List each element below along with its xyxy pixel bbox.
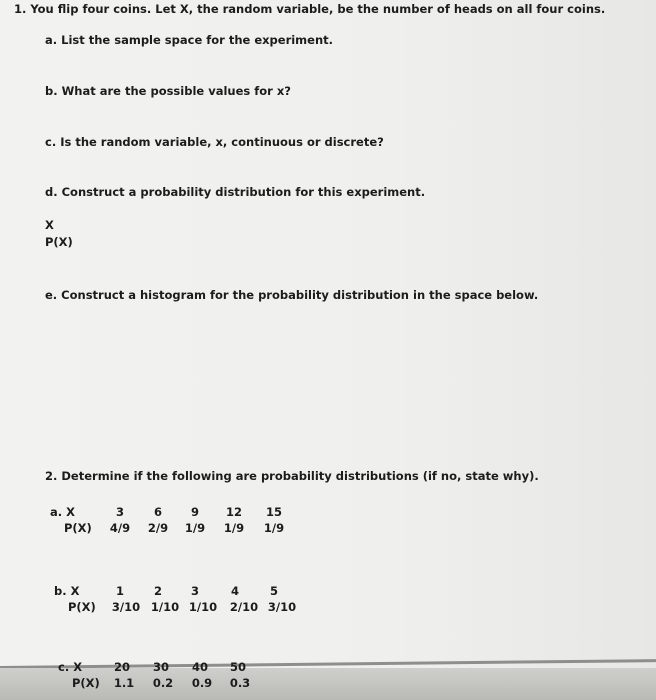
table-a-p-cell: 1/9 xyxy=(184,521,206,535)
question-1b: b. What are the possible values for x? xyxy=(45,84,291,98)
distribution-px-label: P(X) xyxy=(45,235,73,249)
table-c-x-cell: 40 xyxy=(191,660,208,674)
table-b-p-cell: 3/10 xyxy=(111,600,141,614)
table-a-x-cell: 9 xyxy=(190,505,199,519)
table-b-p-cell: 1/10 xyxy=(188,600,218,614)
table-c-p-cell: 1.1 xyxy=(113,676,135,690)
table-b-x-cell: 3 xyxy=(190,584,199,598)
question-1a: a. List the sample space for the experiment. xyxy=(45,33,334,47)
question-1-stem: 1. You flip four coins. Let X, the random variable, be the number of heads on all four coins. xyxy=(14,2,606,16)
table-b-p-cell: 3/10 xyxy=(267,600,297,614)
distribution-x-label: X xyxy=(45,218,54,232)
question-1e: e. Construct a histogram for the probability distribution in the space below. xyxy=(45,288,539,302)
question-1c: c. Is the random variable, x, continuous or discrete? xyxy=(45,135,384,149)
table-a-p-cell: 4/9 xyxy=(109,521,131,535)
table-c-p-cell: 0.2 xyxy=(152,676,174,690)
table-a-x-label: a. X xyxy=(50,505,75,519)
table-b-p-label: P(X) xyxy=(68,600,96,614)
question-1d: d. Construct a probability distribution for this experiment. xyxy=(45,185,426,199)
table-b-x-cell: 5 xyxy=(269,584,278,598)
table-c-x-label: c. X xyxy=(58,660,83,674)
table-b-p-cell: 2/10 xyxy=(229,600,259,614)
table-c-x-cell: 20 xyxy=(113,660,130,674)
table-a-x-cell: 15 xyxy=(265,505,282,519)
table-b-x-cell: 2 xyxy=(153,584,162,598)
table-c-p-cell: 0.9 xyxy=(191,676,213,690)
question-2-stem: 2. Determine if the following are probability distributions (if no, state why). xyxy=(45,469,539,483)
table-a-p-cell: 1/9 xyxy=(263,521,285,535)
table-b-x-cell: 4 xyxy=(230,584,239,598)
table-c-p-label: P(X) xyxy=(72,676,100,690)
table-c-x-cell: 50 xyxy=(229,660,246,674)
table-c-p-cell: 0.3 xyxy=(229,676,251,690)
table-a-p-label: P(X) xyxy=(64,521,92,535)
table-b-x-cell: 1 xyxy=(115,584,124,598)
table-a-x-cell: 3 xyxy=(115,505,124,519)
table-a-x-cell: 6 xyxy=(153,505,162,519)
table-a-p-cell: 2/9 xyxy=(147,521,169,535)
table-c-x-cell: 30 xyxy=(152,660,169,674)
table-a-x-cell: 12 xyxy=(225,505,242,519)
table-b-x-label: b. X xyxy=(54,584,80,598)
table-b-p-cell: 1/10 xyxy=(150,600,180,614)
table-a-p-cell: 1/9 xyxy=(223,521,245,535)
